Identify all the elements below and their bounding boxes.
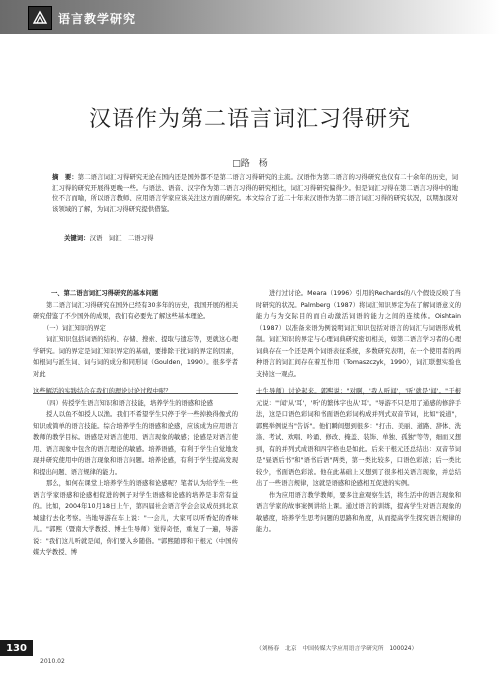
journal-header [0,0,500,34]
paragraph: 授人以鱼不如授人以渔。我们不希望学生只停于学一些掉换得像式的知识或简单的语言技能。综合培养学生的语感和论感，应该成为应用语言教师的教学目标。语感是对语言使用、语言现象的敏感；论感是对语言使用、语言现象中包含的语言理论的敏感。培养语感，有利于学生自觉地发现并研究使用中的语言现象和语言问题。培养论感，有利于学生提高发现和提出问题、语言规律的能力。 [33,411,238,476]
page-number: 130 [0,640,33,656]
subheading: （四）传授学生语言知识和语言技能，培养学生的语感和论感 [43,399,214,407]
right-column [256,288,461,536]
column-divider [33,393,238,394]
author-affiliation: （刘杨春 北京 中国传媒大学应用语言学研究所 100024） [256,646,418,652]
keywords-label: 关键词： [64,234,90,242]
abstract-label: 摘 要： [52,173,78,181]
journal-title: 语言教学研究 [58,12,137,26]
paragraph: 词汇知识包括词语的结构、存储、搜索、提取与遗忘等，更就这心理学研究。词的界定是词汇知识界定的基础，要排除干扰词的界定的因素，如根词与派生词、词与词的成分和同形词（Goulden，1990）。很多学者对此 [33,336,238,378]
paragraph: 进行过讨论。Meara（1996）引用的Rechards的八个假设反映了当时研究的状况。Palmberg（1987）将词汇知识界定为在了解词语意义的能力与为交际目的而自动激活词语的能力之间的连续体。Oishtain（1987）以准备来语为例说明词汇知识包括对语言的词汇与词语形成机制。词汇知识的界定与心理词典研究密切相关，如第二语言学习者的心理词典存在一个还是两个词语表征系统，多数研究表明，在一个使用者的两种语言的词汇间存在着互作用（Tomaszczyk，1990），词汇联想实验也支持这一观点。 [256,290,461,378]
left-column [33,288,238,559]
article-author: □路 杨 [232,159,268,169]
keywords-text: 汉语 词汇 二语习得 [89,234,154,242]
article-title: 汉语作为第二语言词汇习得研究 [88,107,411,132]
paragraph: 作为应用语言教学教师，要多注意观察生活，将生活中的语言现象和语言学家的故事案例讲给上课。通过语言的训练，提高学生对语言现象的敏感度，培养学生思考问题的思路和角度，从而提高学生探究语言规律的能力。 [256,491,461,533]
subheading: （一）词汇知识的界定 [43,324,106,332]
paragraph: 士生导师）讨论起来。郭熙说："对啊，'我人听闻'，'听'就是'闻'。"于根元说："'闻'从'耳'，'听'的繁体字也从'耳'。"导游不只是用了通感的修辞手法，这是口语色彩词和书面语色彩词构成并列式双音节词，比如"说道"，郭熙举例说当"告诉"。他们瞬间想到很多："打击、美丽、道路、辞体、洗涤、考试、欢唱、吟诵、修改、掩盖、装饰、单独、孤独"等等，细而又想到，有的并列式成语和四字格也是如此。后来干根元还总结出：双音节词是"昼语后书"和"语书后语"两类，第一类比较多，口语色彩浓；后一类比较少，书面语色彩浓。他在此基础上又想到了很多相关语言现象，并总结出了一些语言规律，这就是语感和论感相互促进的实例。 [256,388,461,487]
paragraph: 那么，如何在课堂上培养学生的语感和论感呢？笔者认为给学生一些语言学家语感和论感相促进的例子对学生语感和论感的培养是非常有益的。比如，2004年10月18日上午，第四届社会语言学会会议成员到北京城建行去化考察。当地导游在车上说："一会儿，大家可以听香妃的香味儿。"郭熙（暨南大学教授、博士生导师）觉得奇怪，重复了一遍，导游说："我们这儿听就是闻，你们要入乡随俗。"郭熙随即和干根元（中国传媒大学教授、博 [33,480,238,556]
abstract [52,172,458,214]
section-heading: 一、第二语言词汇习得研究的基本问题 [51,290,159,297]
paragraph: 第二语言词汇习得研究在国外已经有30多年的历史，我国开展的相关研究借鉴了不少国外的成果，我们有必要先了解这些基本理论。 [33,301,238,320]
abstract-text: 第二语言词汇习得研究无论在国内还是国外都不是第二语言习得研究的主流。汉语作为第二语言的习得研究也仅有二十余年的历史，词汇习得的研究开展得更晚一些。与语法、语音、汉字作为第二语言习得的研究相比，词汇习得研究偏得少。但是词汇习得在第二语言习得中的地位不言而喻，所以语言教师、应用语言学家应该关注这方面的研究。本文综合了近二十年来汉语作为第二语言词汇习得的研究状况，以期加深对该领域的了解，为词汇习得研究提供借鉴。 [52,173,458,213]
journal-logo-icon [28,6,52,30]
paragraph: 这些解活的实践结合在我们的理论讨论过程中呢？ [33,388,172,395]
issue-label: 2010.02 [40,658,65,665]
keywords [64,233,464,242]
